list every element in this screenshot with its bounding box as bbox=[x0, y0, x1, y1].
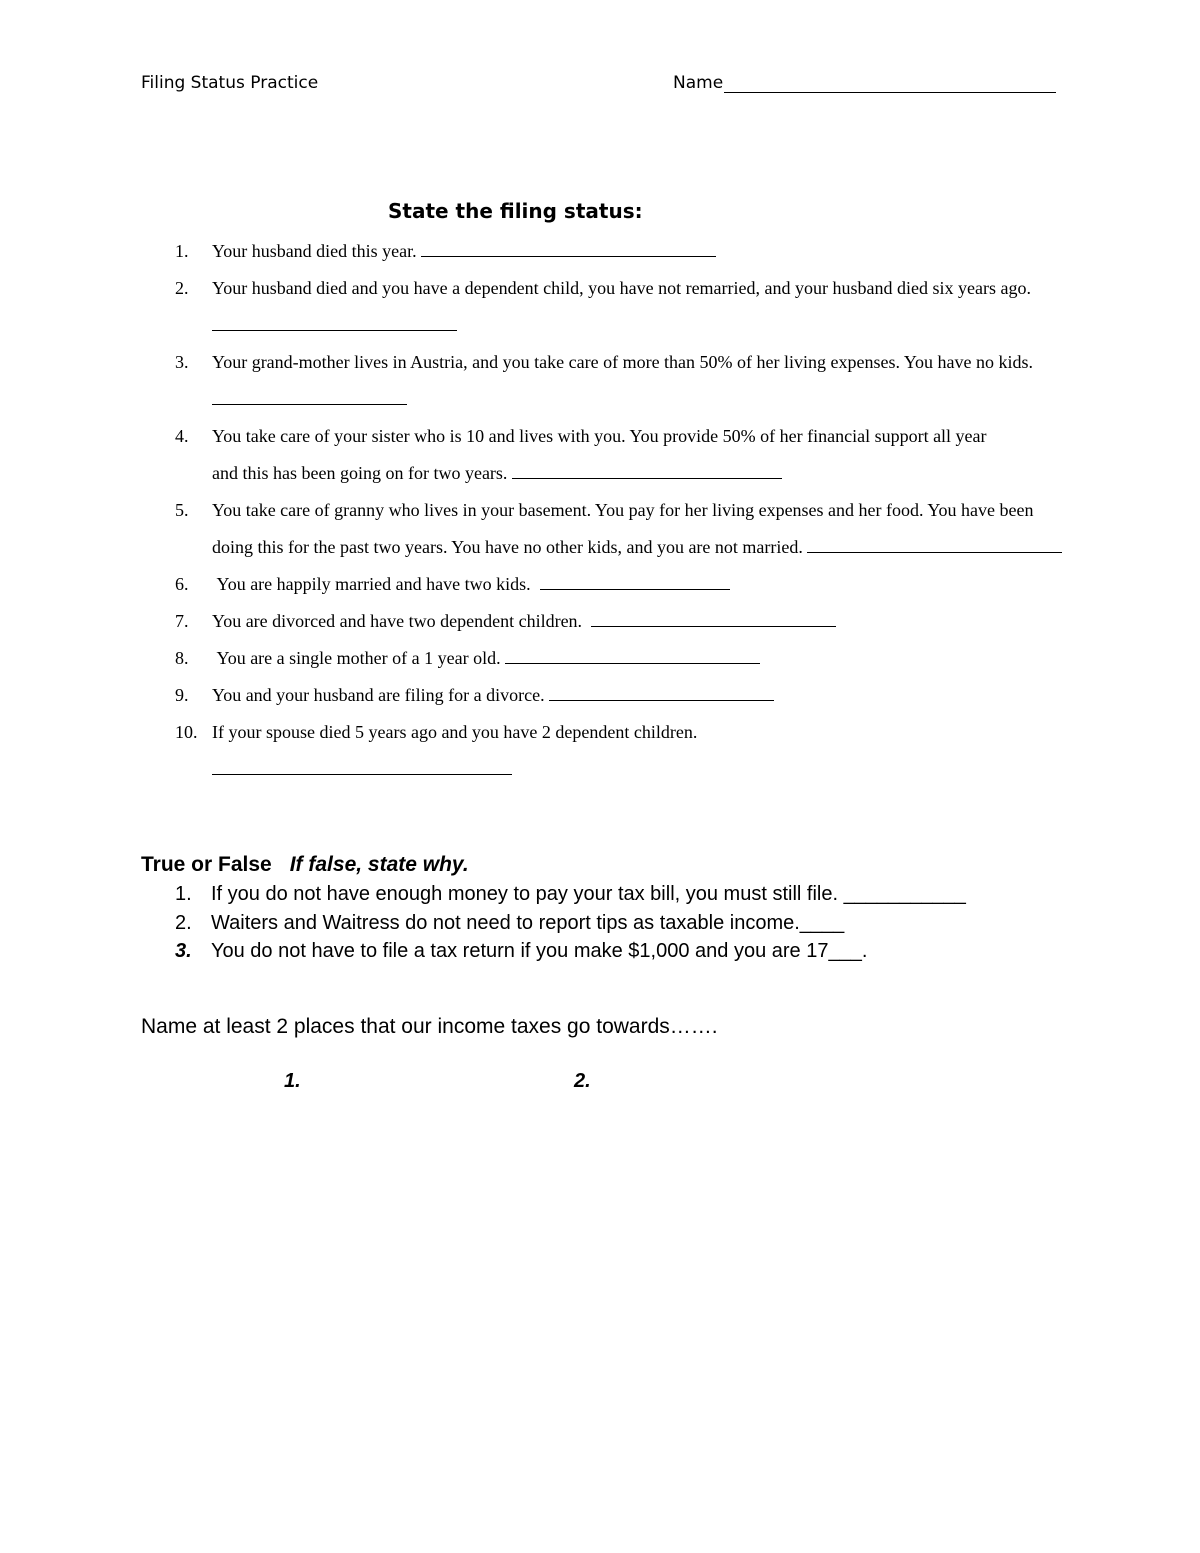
item-number: 8. bbox=[175, 648, 189, 668]
item-number: 4. bbox=[175, 426, 189, 446]
name-label: Name bbox=[673, 73, 724, 93]
list-item bbox=[175, 603, 1065, 640]
item-text: Your grand-mother lives in Austria, and you take care of more than 50% of her living expenses. You have no kids. bbox=[212, 352, 1034, 372]
list-item bbox=[175, 233, 1065, 270]
list-item bbox=[175, 880, 1075, 909]
item-text: You take care of granny who lives in your basement. You pay for her living expenses and her food. You have been doing this for the past two years. You have no other kids, and you are not married. bbox=[212, 500, 1034, 557]
name-blank[interactable] bbox=[724, 74, 1056, 93]
item-text: If your spouse died 5 years ago and you have 2 dependent children. bbox=[212, 722, 698, 742]
true-false-list bbox=[175, 880, 1075, 966]
list-item bbox=[175, 640, 1065, 677]
item-number: 2. bbox=[175, 911, 192, 934]
place-number-1: 1. bbox=[284, 1070, 301, 1092]
list-item bbox=[175, 492, 1065, 566]
answer-blank[interactable] bbox=[212, 386, 407, 405]
item-text: If you do not have enough money to pay your tax bill, you must still file. ___________ bbox=[211, 883, 966, 905]
answer-blank[interactable] bbox=[549, 682, 774, 701]
item-number: 9. bbox=[175, 685, 189, 705]
list-item bbox=[175, 270, 1065, 344]
answer-blank[interactable] bbox=[540, 571, 730, 590]
true-false-instruction: If false, state why. bbox=[289, 853, 469, 876]
item-number: 2. bbox=[175, 278, 189, 298]
filing-status-heading: State the filing status: bbox=[388, 199, 643, 223]
item-number: 5. bbox=[175, 500, 189, 520]
item-number: 3. bbox=[175, 352, 189, 372]
true-false-title: True or False bbox=[141, 853, 272, 876]
place-number-2: 2. bbox=[574, 1070, 591, 1092]
true-false-heading bbox=[141, 853, 469, 877]
item-number: 10. bbox=[175, 722, 198, 742]
list-item bbox=[175, 677, 1065, 714]
name-field bbox=[673, 73, 1056, 93]
list-item bbox=[175, 344, 1065, 418]
answer-blank[interactable] bbox=[505, 645, 760, 664]
item-number: 1. bbox=[175, 883, 192, 905]
places-prompt: Name at least 2 places that our income taxes go towards……. bbox=[141, 1015, 718, 1038]
answer-blank[interactable] bbox=[212, 756, 512, 775]
item-text: Waiters and Waitress do not need to report tips as taxable income.____ bbox=[211, 911, 845, 934]
answer-blank[interactable] bbox=[212, 312, 457, 331]
answer-blank[interactable] bbox=[807, 534, 1062, 553]
item-text: You are a single mother of a 1 year old. bbox=[216, 648, 501, 668]
item-number: 7. bbox=[175, 611, 189, 631]
item-number: 6. bbox=[175, 574, 189, 594]
item-text: You take care of your sister who is 10 and lives with you. You provide 50% of her financial support all year and this has been going on for two years. bbox=[212, 426, 987, 483]
filing-status-list bbox=[175, 233, 1065, 788]
answer-blank[interactable] bbox=[591, 608, 836, 627]
item-text: You do not have to file a tax return if you make $1,000 and you are 17___. bbox=[211, 940, 868, 962]
item-number: 1. bbox=[175, 241, 189, 261]
item-text: You and your husband are filing for a divorce. bbox=[212, 685, 545, 705]
item-text: Your husband died and you have a dependent child, you have not remarried, and your husband died six years ago. bbox=[212, 278, 1031, 298]
list-item bbox=[175, 909, 1075, 938]
list-item bbox=[175, 937, 1075, 966]
item-number: 3. bbox=[175, 940, 192, 962]
answer-blank[interactable] bbox=[512, 460, 782, 479]
item-text: You are divorced and have two dependent children. bbox=[212, 611, 583, 631]
list-item bbox=[175, 418, 1065, 492]
list-item bbox=[175, 566, 1065, 603]
worksheet-title: Filing Status Practice bbox=[141, 73, 319, 93]
list-item bbox=[175, 714, 1065, 788]
item-text: Your husband died this year. bbox=[212, 241, 417, 261]
answer-blank[interactable] bbox=[421, 238, 716, 257]
item-text: You are happily married and have two kids. bbox=[216, 574, 531, 594]
